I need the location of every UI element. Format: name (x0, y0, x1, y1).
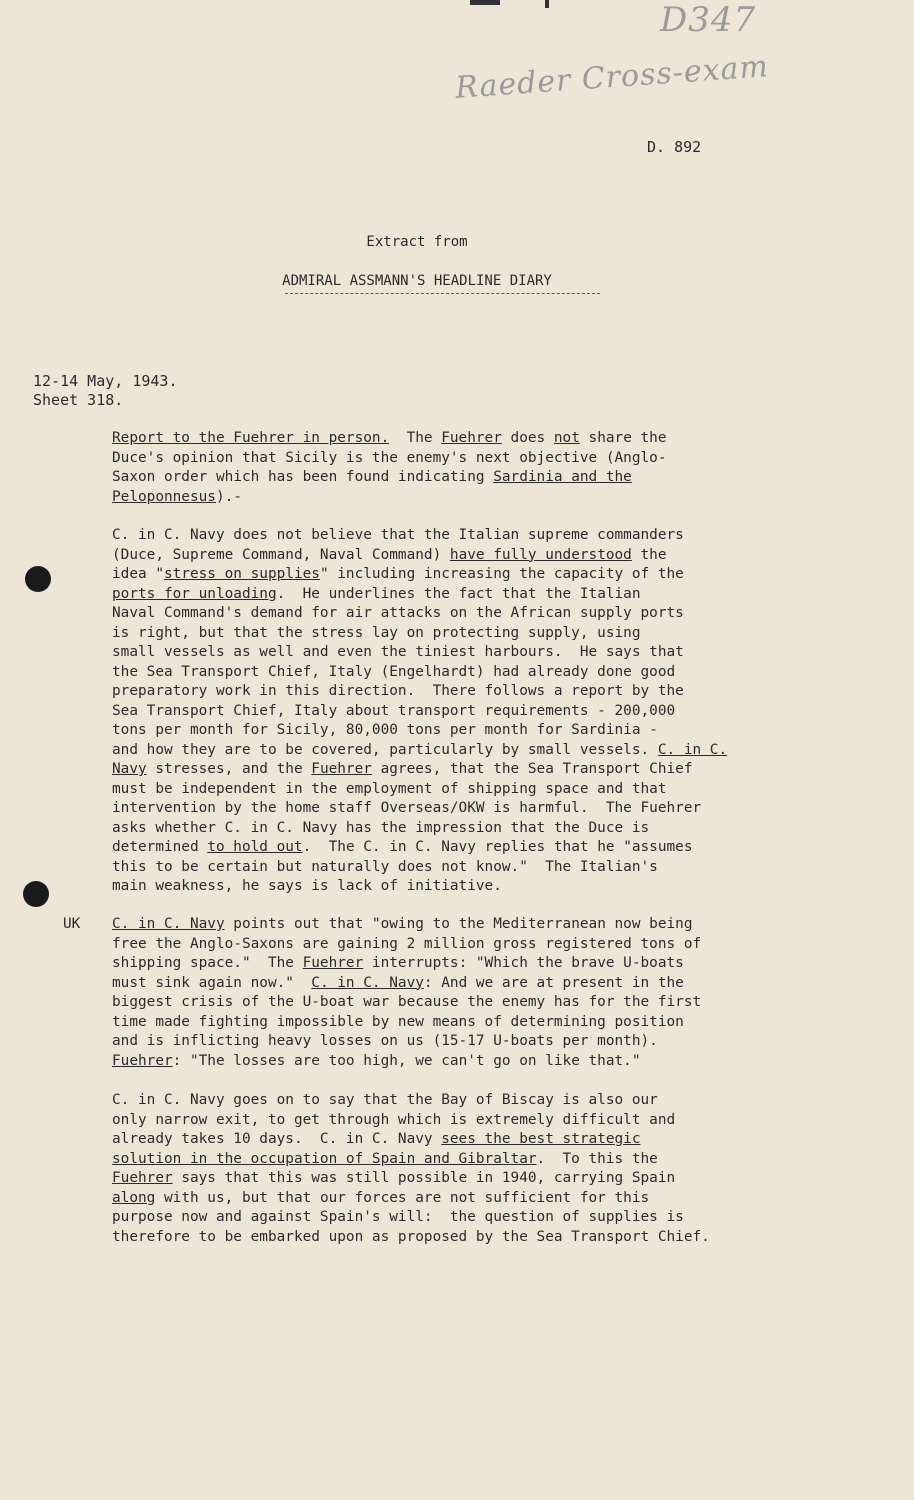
text-line: Navy stresses, and the Fuehrer agrees, that the Sea Transport Chief (112, 761, 693, 777)
text-line: and how they are to be covered, particularly by small vessels. C. in C. (112, 741, 728, 758)
punch-hole (25, 566, 51, 592)
text-line: shipping space." The Fuehrer interrupts: "Which the brave U-boats (112, 955, 684, 971)
margin-note-uk: UK (63, 916, 81, 932)
paragraph-u-boat-crisis (112, 915, 802, 1071)
date-block (33, 372, 178, 410)
text-line: Report to the Fuehrer in person. The Fuehrer does not share the (112, 430, 667, 446)
text-line: determined to hold out. The C. in C. Navy replies that he "assumes (112, 839, 693, 855)
sheet-line: Sheet 318. (33, 391, 124, 409)
title-dashed-rule (285, 293, 600, 294)
text-line: C. in C. Navy goes on to say that the Bay of Biscay is also our (112, 1092, 658, 1108)
text-line: small vessels as well and even the tiniest harbours. He says that (112, 644, 684, 660)
text-line: must sink again now." C. in C. Navy: And we are at present in the (112, 974, 684, 991)
scan-edge-mark (470, 0, 500, 5)
paragraph-supplies (112, 526, 802, 897)
text-line: Sea Transport Chief, Italy about transport requirements - 200,000 (112, 702, 676, 719)
text-line: already takes 10 days. C. in C. Navy sees the best strategic (112, 1131, 641, 1147)
text-line: tons per month for Sicily, 80,000 tons per month for Sardinia - (112, 722, 658, 738)
text-line: along with us, but that our forces are not sufficient for this (112, 1189, 650, 1206)
text-line: and is inflicting heavy losses on us (15-17 U-boats per month). (112, 1033, 658, 1049)
handwritten-document-number: D347 (660, 0, 757, 40)
text-line: preparatory work in this direction. There follows a report by the (112, 683, 684, 699)
text-line: free the Anglo-Saxons are gaining 2 million gross registered tons of (112, 935, 702, 952)
text-line: the Sea Transport Chief, Italy (Engelhardt) had already done good (112, 663, 676, 680)
paragraph-fuehrer-report (112, 429, 802, 507)
header-extract-from: Extract from (366, 234, 468, 250)
text-line: must be independent in the employment of shipping space and that (112, 780, 667, 797)
text-line: main weakness, he says is lack of initiative. (112, 878, 502, 894)
document-reference: D. 892 (647, 138, 702, 156)
text-line: purpose now and against Spain's will: the question of supplies is (112, 1209, 684, 1225)
handwritten-note: Raeder Cross-exam (454, 49, 770, 106)
text-line: (Duce, Supreme Command, Naval Command) have fully understood the (112, 546, 667, 563)
scan-edge-mark (545, 0, 549, 8)
date-line: 12-14 May, 1943. (33, 372, 178, 390)
text-line: biggest crisis of the U-boat war because the enemy has for the first (112, 994, 702, 1010)
text-line: Saxon order which has been found indicating Sardinia and the (112, 469, 632, 485)
text-line: Duce's opinion that Sicily is the enemy's next objective (Anglo- (112, 449, 667, 466)
text-line: solution in the occupation of Spain and Gibraltar. To this the (112, 1150, 658, 1167)
text-line: this to be certain but naturally does not know." The Italian's (112, 858, 658, 875)
text-line: Peloponnesus).- (112, 488, 242, 505)
text-line: intervention by the home staff Overseas/OKW is harmful. The Fuehrer (112, 800, 702, 816)
text-line: time made fighting impossible by new means of determining position (112, 1013, 684, 1030)
header-diary-title: ADMIRAL ASSMANN'S HEADLINE DIARY (282, 273, 552, 289)
text-line: therefore to be embarked upon as proposed by the Sea Transport Chief. (112, 1228, 710, 1245)
text-line: idea "stress on supplies" including increasing the capacity of the (112, 566, 684, 582)
punch-hole (23, 881, 49, 907)
text-line: C. in C. Navy does not believe that the Italian supreme commanders (112, 527, 684, 543)
text-line: C. in C. Navy points out that "owing to the Mediterranean now being (112, 916, 693, 932)
text-line: asks whether C. in C. Navy has the impression that the Duce is (112, 819, 650, 836)
text-line: only narrow exit, to get through which is extremely difficult and (112, 1111, 676, 1128)
text-line: is right, but that the stress lay on protecting supply, using (112, 624, 641, 641)
text-line: Naval Command's demand for air attacks on the African supply ports (112, 605, 684, 621)
text-line: Fuehrer says that this was still possible in 1940, carrying Spain (112, 1170, 676, 1186)
paragraph-spain-gibraltar (112, 1091, 802, 1247)
text-line: Fuehrer: "The losses are too high, we can't go on like that." (112, 1052, 641, 1069)
text-line: ports for unloading. He underlines the fact that the Italian (112, 585, 641, 602)
